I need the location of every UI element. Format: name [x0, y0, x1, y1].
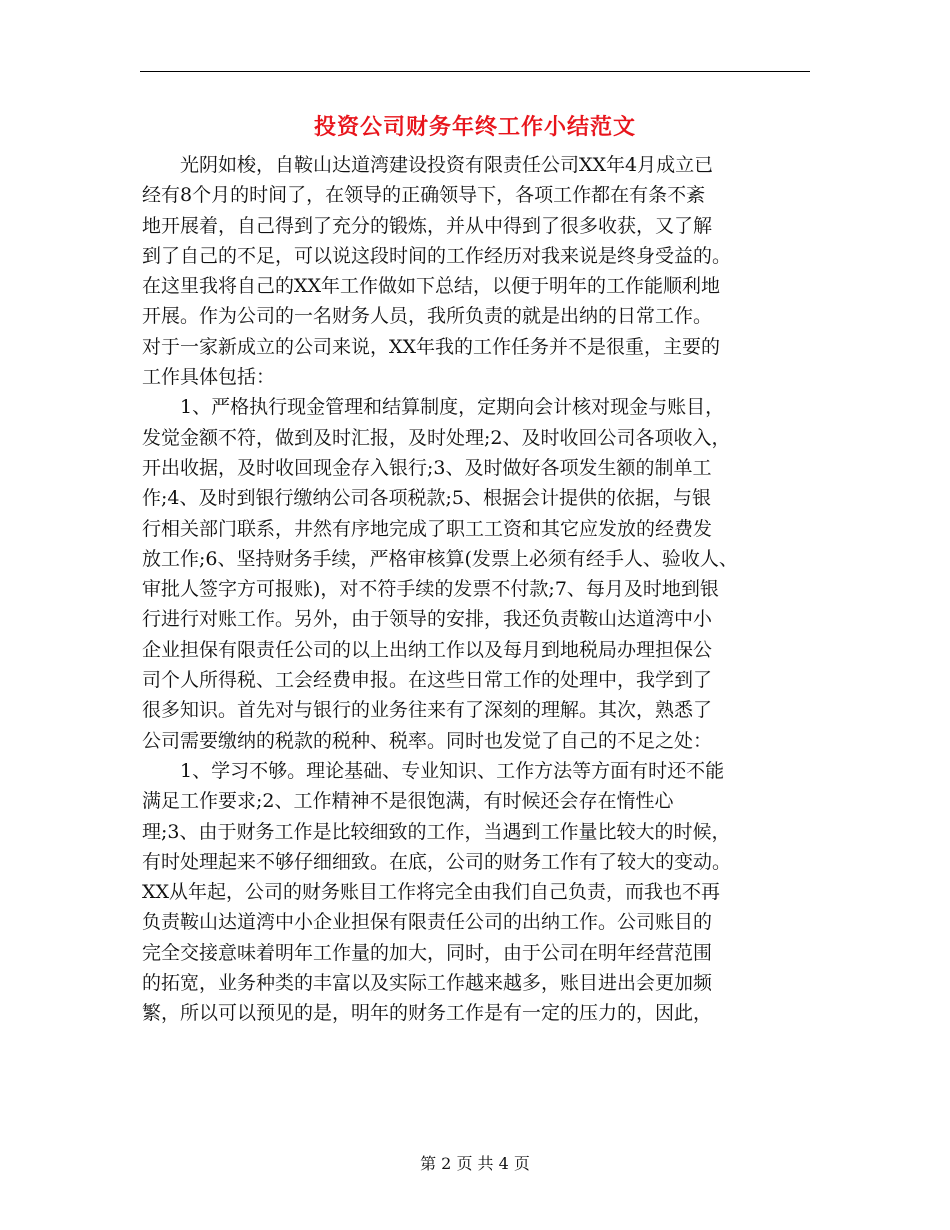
body-line: 对于一家新成立的公司来说，XX年我的工作任务并不是很重，主要的 [142, 335, 721, 358]
body-line: 公司需要缴纳的税款的税种、税率。同时也发觉了自己的不足之处： [142, 729, 713, 752]
body-line: 行进行对账工作。另外，由于领导的安排，我还负责鞍山达道湾中小 [142, 608, 713, 631]
body-line: 工作具体包括： [142, 366, 276, 389]
body-line: 行相关部门联系，井然有序地完成了职工工资和其它应发放的经费发 [142, 517, 713, 540]
body-line: 很多知识。首先对与银行的业务往来有了深刻的理解。其次，熟悉了 [142, 699, 713, 722]
body-line: 企业担保有限责任公司的以上出纳工作以及每月到地税局办理担保公 [142, 638, 713, 661]
document-title: 投资公司财务年终工作小结范文 [313, 114, 636, 140]
body-line: 地开展着，自己得到了充分的锻炼，并从中得到了很多收获，又了解 [142, 214, 713, 237]
body-line: 作;4、及时到银行缴纳公司各项税款;5、根据会计提供的依据，与银 [142, 487, 711, 510]
body-line: 繁，所以可以预见的是，明年的财务工作是有一定的压力的，因此， [142, 1002, 713, 1025]
body-line: 1、严格执行现金管理和结算制度，定期向会计核对现金与账目， [142, 396, 725, 419]
body-line: 开出收据，及时收回现金存入银行;3、及时做好各项发生额的制单工 [142, 456, 712, 479]
body-line: 满足工作要求;2、工作精神不是很饱满，有时候还会存在惰性心 [142, 790, 674, 813]
body-line: 光阴如梭，自鞍山达道湾建设投资有限责任公司XX年4月成立已 [142, 154, 714, 176]
body-line: 经有8个月的时间了，在领导的正确领导下，各项工作都在有条不紊 [142, 184, 706, 207]
body-line: 完全交接意味着明年工作量的加大，同时，由于公司在明年经营范围 [142, 941, 713, 964]
header-rule [140, 71, 810, 72]
body-line: 放工作;6、坚持财务手续，严格审核算(发票上必须有经手人、验收人、 [142, 547, 738, 570]
body-line: 的拓宽，业务种类的丰富以及实际工作越来越多，账目进出会更加频 [142, 972, 713, 995]
body-line: 开展。作为公司的一名财务人员，我所负责的就是出纳的日常工作。 [142, 305, 713, 328]
page-number-footer: 第 2 页 共 4 页 [420, 1154, 530, 1173]
body-line: 在这里我将自己的XX年工作做如下总结，以便于明年的工作能顺利地 [142, 275, 721, 298]
body-line: XX从年起，公司的财务账目工作将完全由我们自己负责，而我也不再 [142, 881, 721, 904]
body-line: 审批人签字方可报账)，对不符手续的发票不付款;7、每月及时地到银 [142, 578, 719, 601]
body-line: 有时处理起来不够仔细细致。在底，公司的财务工作有了较大的变动。 [142, 850, 732, 873]
document-body [142, 150, 810, 1029]
body-line: 1、学习不够。理论基础、专业知识、工作方法等方面有时还不能 [142, 759, 725, 782]
body-line: 理;3、由于财务工作是比较细致的工作，当遇到工作量比较大的时候， [142, 820, 731, 843]
body-line: 发觉金额不符，做到及时汇报，及时处理;2、及时收回公司各项收入， [142, 426, 731, 449]
body-line: 到了自己的不足，可以说这段时间的工作经历对我来说是终身受益的。 [142, 244, 732, 267]
body-line: 负责鞍山达道湾中小企业担保有限责任公司的出纳工作。公司账目的 [142, 911, 713, 934]
body-line: 司个人所得税、工会经费申报。在这些日常工作的处理中，我学到了 [142, 669, 713, 692]
